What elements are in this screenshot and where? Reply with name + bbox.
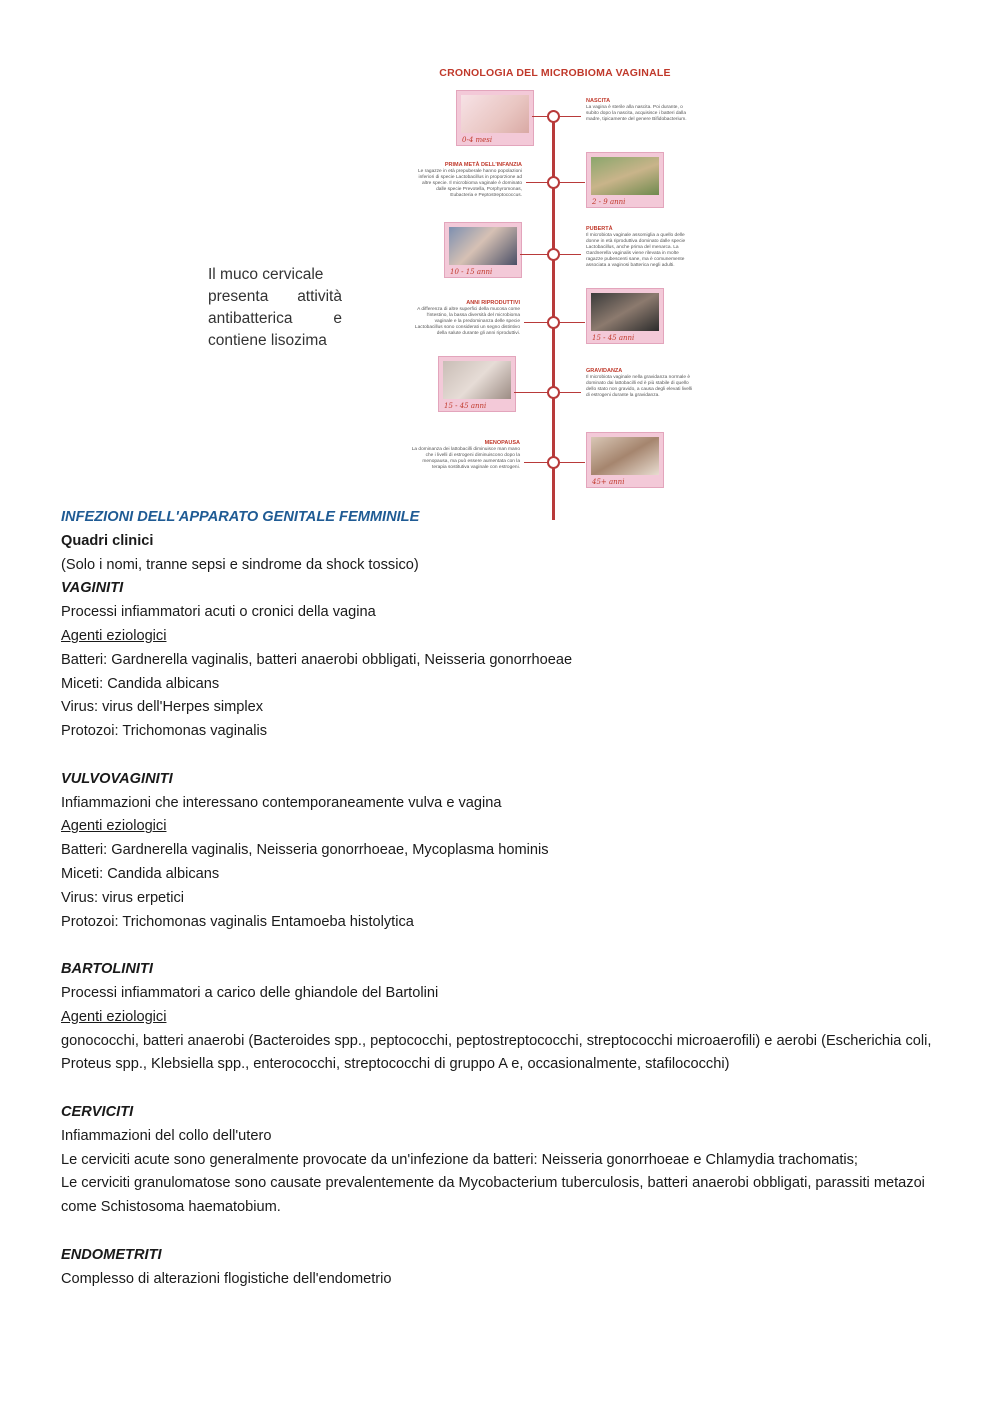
timeline-connector	[520, 254, 548, 255]
photo-teen	[444, 222, 522, 278]
microbiome-timeline-figure	[404, 60, 706, 500]
paragraph: Le cerviciti acute sono generalmente provocate da un'infezione da batteri: Neisseria gonorrhoeae e Chlamydia trachomatis;	[61, 1151, 858, 1168]
photo-children	[586, 152, 664, 208]
stage-heading: ANNI RIPRODUTTIVI	[466, 300, 520, 306]
timeline-title: CRONOLOGIA DEL MICROBIOMA VAGINALE	[439, 67, 671, 79]
age-label: 45+ anni	[592, 478, 625, 486]
age-label: 0-4 mesi	[462, 136, 493, 144]
timeline-connector	[559, 322, 585, 323]
side-note-line: presenta attività	[208, 288, 342, 305]
photo-infant	[456, 90, 534, 146]
paragraph: Batteri: Gardnerella vaginalis, batteri anaerobi obbligati, Neisseria gonorrhoeae	[61, 651, 573, 668]
stage-text: A differenza di altre superfici della mucosa come l'intestino, la bassa diversità del microbioma vaginale e la predominanza delle specie Lactobacillus sono considerati un segno distintivo della salute durante gli anni riproduttivi.	[414, 307, 520, 336]
agents-label: Agenti eziologici	[61, 627, 167, 644]
paragraph: Protozoi: Trichomonas vaginalis Entamoeba histolytica	[61, 913, 414, 930]
stage-prima-infanzia	[412, 162, 522, 199]
paragraph: Processi infiammatori acuti o cronici della vagina	[61, 604, 376, 621]
paragraph: Infiammazioni che interessano contemporaneamente vulva e vagina	[61, 794, 502, 811]
timeline-connector	[559, 116, 581, 117]
stage-heading: MENOPAUSA	[484, 440, 520, 446]
timeline-connector	[559, 182, 585, 183]
stage-text: Le ragazze in età prepuberale hanno popolazioni inferiori di specie Lactobacillus in proporzione ad altre specie. Il microbioma vaginale è dominato dalle specie Prevotella, Porphyromonas, Eubacteria e Peptostreptococcus.	[417, 169, 522, 198]
timeline-connector	[524, 462, 548, 463]
heading-vaginiti: VAGINITI	[61, 580, 124, 597]
heading-endometriti: ENDOMETRITI	[61, 1246, 162, 1263]
stage-text: Il microbiota vaginale nella gravidanza normale è dominato dai lattobacilli ed è più stabile di quello dello stato non gravido, a causa degli elevati livelli di estrogeni durante la gravidanza.	[586, 375, 693, 398]
paragraph: Infiammazioni del collo dell'utero	[61, 1127, 272, 1144]
subtitle: Quadri clinici	[61, 532, 154, 549]
paragraph: Complesso di alterazioni flogistiche dell'endometrio	[61, 1270, 392, 1287]
photo-couple	[586, 288, 664, 344]
stage-menopausa	[410, 440, 520, 471]
paragraph: Virus: virus dell'Herpes simplex	[61, 699, 264, 716]
agents-label: Agenti eziologici	[61, 818, 167, 835]
side-note-line: Il muco cervicale	[208, 266, 324, 283]
side-note	[208, 264, 342, 352]
photo-women-group	[586, 432, 664, 488]
paragraph: Miceti: Candida albicans	[61, 865, 220, 882]
stage-heading: GRAVIDANZA	[586, 368, 623, 374]
paragraph: Virus: virus erpetici	[61, 889, 185, 906]
timeline-connector	[524, 322, 548, 323]
age-label: 15 - 45 anni	[592, 334, 635, 342]
paragraph: Processi infiammatori a carico delle ghiandole del Bartolini	[61, 984, 439, 1001]
heading-cerviciti: CERVICITI	[61, 1103, 134, 1120]
timeline-connector	[532, 116, 548, 117]
stage-puberta	[586, 226, 696, 269]
timeline-connector	[526, 182, 548, 183]
paragraph: Batteri: Gardnerella vaginalis, Neisseria gonorrhoeae, Mycoplasma hominis	[61, 842, 549, 859]
stage-gravidanza	[586, 368, 696, 399]
document-body	[61, 506, 941, 1291]
age-label: 15 - 45 anni	[444, 402, 487, 410]
age-label: 10 - 15 anni	[450, 268, 493, 276]
age-label: 2 - 9 anni	[592, 198, 626, 206]
stage-heading: PUBERTÀ	[586, 226, 613, 232]
timeline-connector	[559, 462, 585, 463]
paragraph: Miceti: Candida albicans	[61, 675, 220, 692]
stage-anni-riproduttivi	[410, 300, 520, 337]
stage-heading: PRIMA METÀ DELL'INFANZIA	[444, 162, 522, 168]
stage-text: Il microbiota vaginale assomiglia a quello delle donne in età riproduttiva dominato dalle specie Lactobacillus, anche prima del menarca. La Gardnerella vaginalis viene rilevata in molte ragazze pubescenti sane, ma è comunemente associata a vaginosi batterica negli adulti.	[586, 233, 686, 268]
paragraph: gonococchi, batteri anaerobi (Bacteroides spp., peptococchi, peptostreptococchi, streptococchi microaerofili) e aerobi (Escherichia coli, Proteus spp., Klebsiella spp., enterococchi, streptococchi di gruppo A e, occasionalmente, stafilococchi)	[61, 1032, 932, 1073]
timeline-connector	[514, 392, 548, 393]
agents-label: Agenti eziologici	[61, 1008, 167, 1025]
side-note-line: contiene lisozima	[208, 332, 327, 349]
heading-bartoliniti: BARTOLINITI	[61, 961, 153, 978]
timeline-connector	[559, 254, 581, 255]
paragraph: Protozoi: Trichomonas vaginalis	[61, 723, 268, 740]
stage-nascita	[586, 98, 696, 123]
paragraph: Le cerviciti granulomatose sono causate prevalentemente da Mycobacterium tuberculosis, batteri anaerobi obbligati, parassiti metazoi come Schistosoma haematobium.	[61, 1175, 925, 1216]
note: (Solo i nomi, tranne sepsi e sindrome da shock tossico)	[61, 556, 419, 573]
section-title: INFEZIONI DELL'APPARATO GENITALE FEMMINILE	[61, 509, 420, 525]
photo-pregnancy	[438, 356, 516, 412]
heading-vulvovaginiti: VULVOVAGINITI	[61, 770, 173, 787]
side-note-line: antibatterica e	[208, 310, 342, 327]
timeline-connector	[559, 392, 581, 393]
stage-heading: NASCITA	[586, 98, 611, 104]
stage-text: La dominanza dei lattobacilli diminuisce man mano che i livelli di estrogeni diminuiscono dopo la menopausa, ma può essere aumentata con la terapia sostitutiva vaginale con estrogeni.	[411, 447, 520, 470]
stage-text: La vagina è sterile alla nascita. Poi durante, o subito dopo la nascita, acquisisce i batteri dalla madre, tipicamente del genere Bifidobacterium.	[586, 105, 687, 122]
